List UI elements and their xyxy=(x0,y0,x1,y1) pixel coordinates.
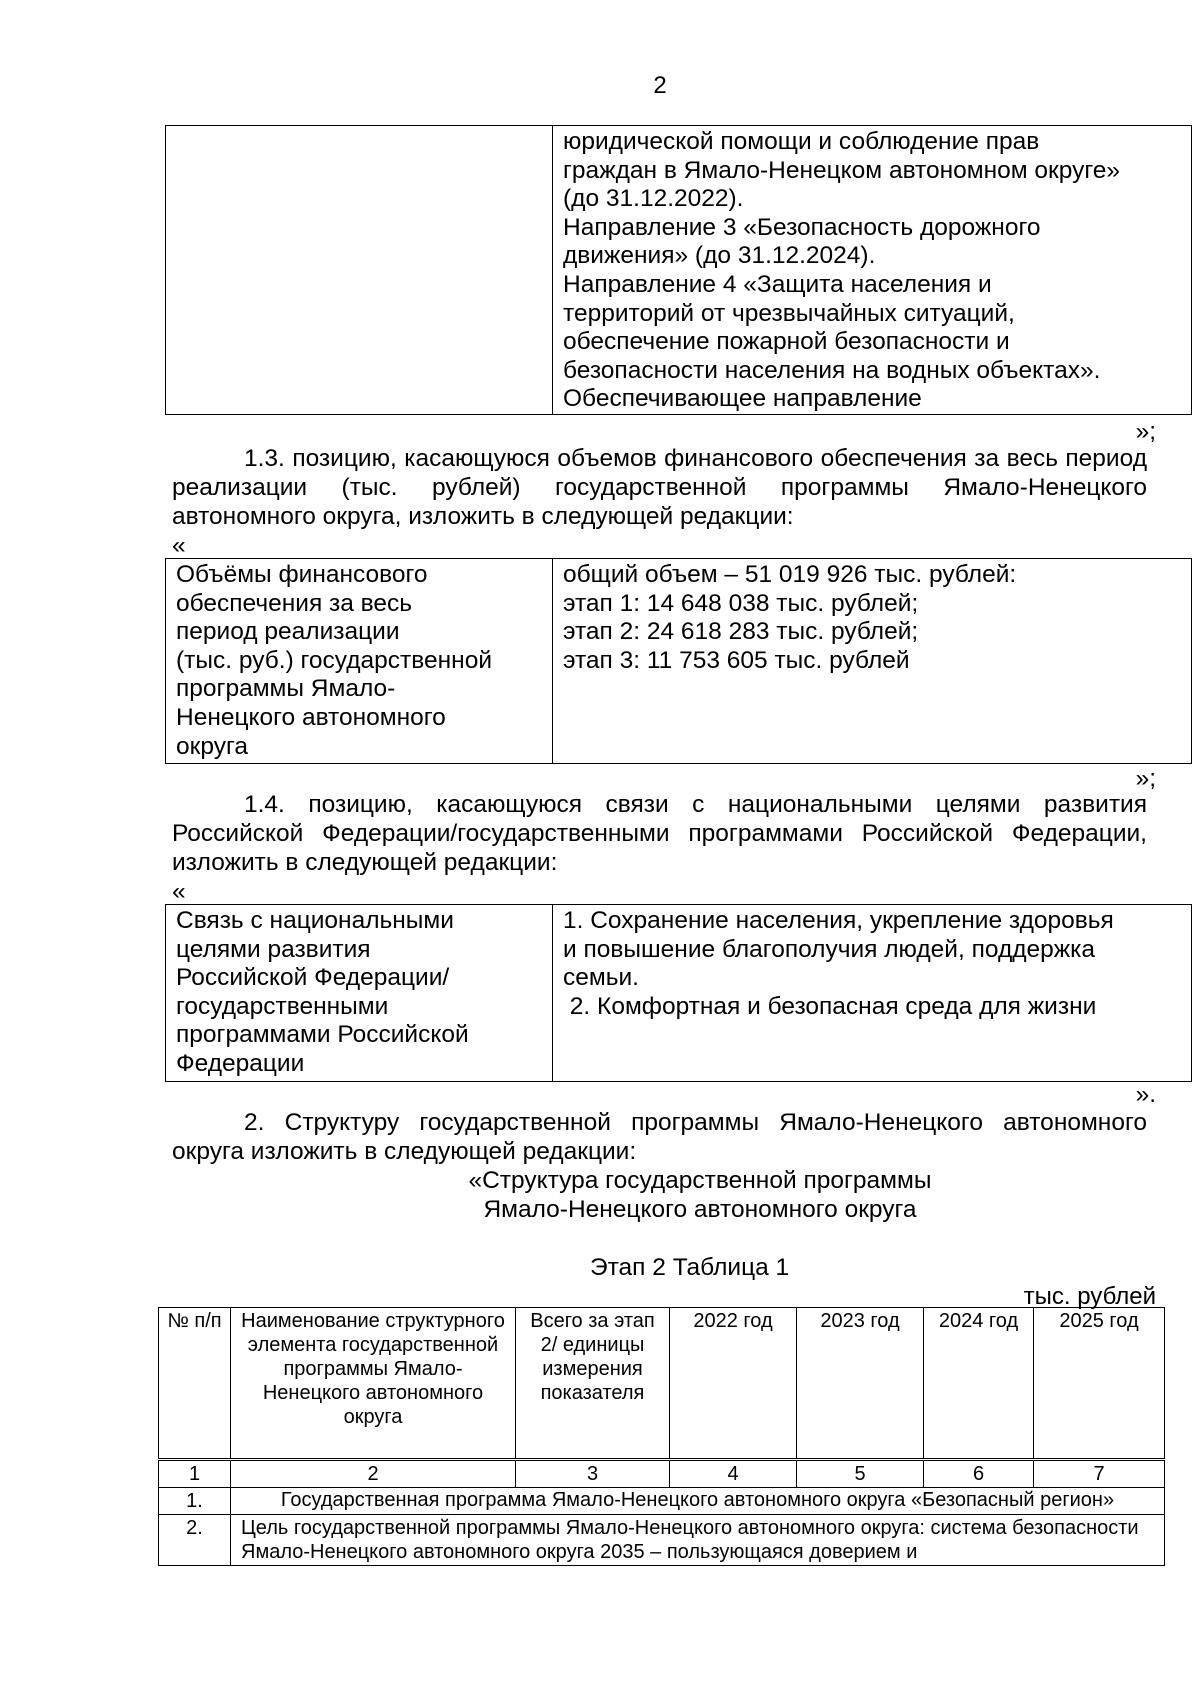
closing-quote-1: »; xyxy=(1135,418,1156,445)
directions-line: Направление 4 «Защита населения и xyxy=(563,270,992,298)
goal-line: 2. Комфортная и безопасная среда для жизни xyxy=(563,992,1097,1020)
goals-label-line: целями развития xyxy=(176,935,371,963)
goals-label-line: программами Российской xyxy=(176,1021,469,1049)
units-label: тыс. рублей xyxy=(1023,1283,1156,1310)
closing-quote-3: ». xyxy=(1135,1081,1156,1108)
goals-value-cell xyxy=(553,905,1192,1082)
structure-title-line-1: «Структура государственной программы xyxy=(468,1167,932,1194)
paragraph-1-3: 1.3. позицию, касающуюся объемов финансового обеспечения за весь период реализации (тыс. рублей) государственной программы Ямало-Ненецкого автономного округа, изложить в следующей редакции: xyxy=(172,445,1147,530)
directions-line: (до 31.12.2022). xyxy=(563,185,744,213)
row-text: Государственная программа Ямало-Ненецкого автономного округа «Безопасный регион» xyxy=(231,1488,1165,1515)
header-2024: 2024 год xyxy=(924,1308,1034,1459)
col-number: 1 xyxy=(159,1461,231,1488)
finance-label-line: округа xyxy=(176,732,248,760)
opening-quote-2: « xyxy=(172,878,186,905)
finance-label-line: программы Ямало- xyxy=(176,675,396,703)
row-text: Цель государственной программы Ямало-Ненецкого автономного округа: система безопасности Ямало-Ненецкого автономного округа 2035 – пользующаяся доверием и xyxy=(231,1515,1165,1566)
finance-label-line: Объёмы финансового xyxy=(176,561,428,588)
goal-line: 1. Сохранение населения, укрепление здоровья xyxy=(563,907,1114,934)
directions-right-cell xyxy=(553,126,1192,415)
table-row xyxy=(159,1488,1165,1515)
goals-label-line: Связь с национальными xyxy=(176,907,454,934)
page-number: 2 xyxy=(653,72,667,99)
col-number: 5 xyxy=(797,1461,924,1488)
goals-label-line: государственными xyxy=(176,992,389,1020)
goals-label-line: Российской Федерации/ xyxy=(176,964,450,992)
header-2022: 2022 год xyxy=(670,1308,797,1459)
header-2025: 2025 год xyxy=(1034,1308,1165,1459)
table-caption: Этап 2 Таблица 1 xyxy=(590,1254,790,1281)
directions-line: Направление 3 «Безопасность дорожного xyxy=(563,213,1041,241)
finance-label-line: период реализации xyxy=(176,618,400,646)
finance-label-line: (тыс. руб.) государственной xyxy=(176,646,492,674)
structure-table-body xyxy=(158,1460,1165,1566)
header-total: Всего за этап 2/ единицы измерения показателя xyxy=(516,1308,670,1459)
col-number: 3 xyxy=(516,1461,670,1488)
opening-quote-1: « xyxy=(172,532,186,559)
goal-line: семьи. xyxy=(563,964,639,992)
directions-line: юридической помощи и соблюдение прав xyxy=(563,128,1040,155)
finance-stage: этап 1: 14 648 038 тыс. рублей; xyxy=(563,589,919,617)
finance-label-line: Ненецкого автономного xyxy=(176,703,446,731)
row-number: 1. xyxy=(159,1488,231,1515)
row-number: 2. xyxy=(159,1515,231,1566)
goals-label-cell xyxy=(166,905,553,1082)
goals-label-line: Федерации xyxy=(176,1049,305,1077)
header-name: Наименование структурного элемента государственной программы Ямало-Ненецкого автономного округа xyxy=(231,1308,516,1459)
header-2023: 2023 год xyxy=(797,1308,924,1459)
goal-line: и повышение благополучия людей, поддержка xyxy=(563,935,1096,963)
directions-table xyxy=(165,125,1192,415)
directions-line: Обеспечивающее направление xyxy=(563,385,922,413)
finance-label-cell xyxy=(166,559,553,764)
finance-stage: этап 2: 24 618 283 тыс. рублей; xyxy=(563,618,919,646)
directions-line: обеспечение пожарной безопасности и xyxy=(563,328,1010,356)
col-number: 4 xyxy=(670,1461,797,1488)
finance-table xyxy=(165,558,1192,764)
col-number: 2 xyxy=(231,1461,516,1488)
finance-stage: этап 3: 11 753 605 тыс. рублей xyxy=(563,646,910,674)
finance-total: общий объем – 51 019 926 тыс. рублей: xyxy=(563,561,1017,588)
directions-line: территорий от чрезвычайных ситуаций, xyxy=(563,299,1015,327)
col-number: 6 xyxy=(924,1461,1034,1488)
table-row xyxy=(159,1515,1165,1566)
national-goals-table xyxy=(165,904,1192,1082)
directions-left-cell xyxy=(166,126,553,415)
paragraph-1-4: 1.4. позицию, касающуюся связи с национальными целями развития Российской Федерации/государственными программами Российской Федерации, изложить в следующей редакции: xyxy=(172,791,1147,876)
col-number: 7 xyxy=(1034,1461,1165,1488)
header-num: № п/п xyxy=(159,1308,231,1459)
directions-line: граждан в Ямало-Ненецком автономном округе» xyxy=(563,156,1121,184)
structure-table-header xyxy=(158,1307,1165,1459)
structure-title xyxy=(360,1166,1040,1224)
directions-line: движения» (до 31.12.2024). xyxy=(563,242,876,270)
directions-line: безопасности населения на водных объектах». xyxy=(563,356,1101,384)
finance-value-cell xyxy=(553,559,1192,764)
paragraph-2: 2. Структуру государственной программы Ямало-Ненецкого автономного округа изложить в следующей редакции: xyxy=(172,1109,1147,1165)
structure-title-line-2: Ямало-Ненецкого автономного округа xyxy=(483,1196,917,1223)
closing-quote-2: »; xyxy=(1135,765,1156,792)
finance-label-line: обеспечения за весь xyxy=(176,589,413,617)
